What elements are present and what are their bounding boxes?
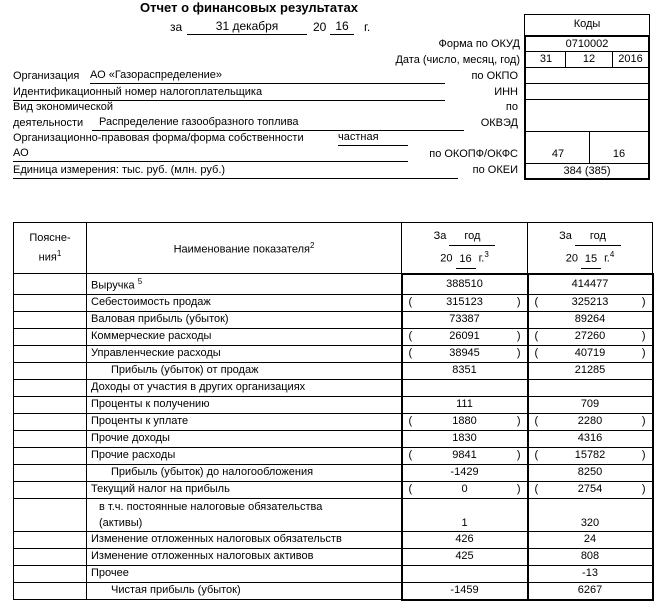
date-month: 12 [582,53,596,65]
value-2015 [528,481,653,498]
row-name-text: Проценты к получению [91,398,210,411]
note-cell [14,582,87,600]
col2-year-prefix: 20 [565,252,578,265]
cell-value: 89264 [574,313,606,326]
date-month-box [565,51,613,68]
okved-box [524,99,650,132]
col-note-header [14,223,87,274]
inn-label: Идентификационный номер налогоплательщика [13,86,445,101]
financial-results-table [13,222,654,601]
table-row [14,345,653,362]
col1-prefix: За [433,229,447,242]
table-row [14,413,653,430]
cell-value: 6267 [577,584,603,597]
close-paren: ) [516,414,521,427]
period-prefix: за [170,20,183,34]
org-label: Организация [13,70,80,82]
legal-form-value-2: АО [13,147,408,162]
okud-value: 0710002 [565,38,609,50]
col-year2-header [528,223,653,274]
okpo-label: по ОКПО [471,70,518,82]
value-2015 [528,328,653,345]
okved-label: ОКВЭД [480,117,518,129]
value-2016 [402,328,528,345]
note-cell [14,362,87,379]
value-2015 [528,379,653,396]
row-name-text: Прибыль (убыток) до налогообложения [111,466,314,479]
cell-value: 111 [456,398,473,411]
value-2016 [402,379,528,396]
cell-value: 26091 [449,330,480,343]
note-cell [14,531,87,548]
okfs-box [589,131,650,164]
cell-value: 1880 [452,415,477,428]
note-cell [14,311,87,328]
perm-tax-v2: 320 [580,516,600,529]
col-name-sup: 2 [309,240,315,250]
cell-value: 325213 [571,296,609,309]
cell-value: -1459 [450,584,479,597]
okved-prefix: по [505,101,518,113]
cell-value: 15782 [574,449,606,462]
row-name-text: Коммерческие расходы [91,330,212,343]
value-2015 [528,582,653,600]
close-paren: ) [516,329,521,342]
cell-value: 21285 [574,364,606,377]
okei-label: по ОКЕИ [472,164,518,176]
row-name-text: Чистая прибыль (убыток) [111,584,241,597]
value-2015 [528,430,653,447]
col2-year: 15 [581,250,601,269]
period-year: 16 [330,19,354,35]
col1-sup: 3 [484,249,489,259]
cell-value: 425 [455,550,474,563]
note-cell [14,548,87,565]
cell-value: -1429 [450,466,479,479]
note-cell [14,498,87,531]
date-year: 2016 [618,53,643,65]
open-paren: ( [534,482,539,495]
value-2016 [402,481,528,498]
note-cell [14,396,87,413]
value-2016 [402,447,528,464]
value-2016 [402,311,528,328]
value-2016 [402,294,528,311]
close-paren: ) [516,346,521,359]
cell-value: 808 [580,550,600,563]
value-2016 [402,413,528,430]
codes-title: Коды [573,18,601,30]
value-2015 [528,531,653,548]
perm-tax-line1: в т.ч. постоянные налоговые обязательства [99,500,323,513]
note-cell [14,345,87,362]
open-paren: ( [534,414,539,427]
period-date: 31 декабря [187,19,307,35]
table-row [14,311,653,328]
page-title: Отчет о финансовых результатах [140,0,358,15]
cell-value: 24 [583,533,597,546]
okopf-label: по ОКОПФ/ОКФС [429,148,518,160]
open-paren: ( [534,295,539,308]
value-2015 [528,294,653,311]
row-name-text: Валовая прибыль (убыток) [91,313,229,326]
row-name [87,311,402,328]
table-row [14,379,653,396]
codes-header [524,14,650,36]
col-note-sup: 1 [56,248,62,258]
close-paren: ) [641,346,646,359]
value-2016 [402,548,528,565]
row-name [87,531,402,548]
table-row [14,430,653,447]
row-name [87,430,402,447]
open-paren: ( [534,346,539,359]
value-2015 [528,274,653,295]
legal-form-label: Организационно-правовая форма/форма собственности [13,132,304,144]
value-2016 [402,362,528,379]
value-2015 [528,464,653,481]
cell-value: 0 [461,483,468,496]
perm-tax-line2: (активы) [99,516,143,529]
value-2015 [528,413,653,430]
okei-box [524,163,650,180]
unit-underline [13,163,458,179]
table-row [14,447,653,464]
note-cell [14,379,87,396]
row-name-text: Прочие доходы [91,432,170,445]
row-name [87,582,402,600]
value-2015 [528,498,653,531]
note-cell [14,430,87,447]
date-year-box [612,51,650,68]
cell-value: 8250 [577,466,603,479]
col1-year: 16 [456,250,476,269]
activity-label-2: деятельности [13,117,84,129]
table-row [14,548,653,565]
inn-box [524,83,650,100]
note-cell [14,294,87,311]
date-day: 31 [539,53,553,65]
table-row [14,464,653,481]
table-header-row [14,223,653,274]
table-row [14,396,653,413]
col1-word: год [449,227,495,246]
row-name [87,328,402,345]
cell-value: -13 [582,567,598,580]
cell-value: 388510 [446,277,483,290]
cell-value: 38945 [449,347,480,360]
value-2016 [402,274,528,295]
period-year-prefix: 20 [313,20,327,34]
cell-value: 315123 [446,296,483,309]
col-name-text: Наименование показателя [173,243,310,256]
date-label: Дата (число, месяц, год) [395,54,520,66]
okei-value: 384 (385) [563,165,611,177]
row-name [87,413,402,430]
col2-sup: 4 [609,249,615,259]
table-row [14,362,653,379]
close-paren: ) [641,295,646,308]
cell-value: 1830 [452,432,477,445]
value-2016 [402,345,528,362]
cell-value: 4316 [577,432,603,445]
note-cell [14,274,87,295]
row-name-text: Прочее [91,567,129,580]
open-paren: ( [408,346,413,359]
cell-value: 9841 [452,449,477,462]
close-paren: ) [641,329,646,342]
value-2016 [402,430,528,447]
value-2015 [528,565,653,582]
value-2016 [402,498,528,531]
value-2015 [528,311,653,328]
inn-code-label: ИНН [494,86,518,98]
row-name [87,396,402,413]
open-paren: ( [408,414,413,427]
table-row [14,565,653,582]
col2-word: год [575,227,621,246]
close-paren: ) [641,482,646,495]
cell-value: 27260 [574,330,606,343]
table-row [14,294,653,311]
open-paren: ( [408,448,413,461]
open-paren: ( [534,448,539,461]
open-paren: ( [408,482,413,495]
note-cell [14,328,87,345]
note-cell [14,565,87,582]
value-2016 [402,565,528,582]
row-name-text: Изменение отложенных налоговых обязательств [91,533,342,546]
date-day-box [524,51,566,68]
row-name-text: Прибыль (убыток) от продаж [111,364,259,377]
note-cell [14,481,87,498]
cell-value: 2280 [577,415,603,428]
activity-value [92,116,464,131]
row-name-text: Управленческие расходы [91,347,221,360]
col-name-header [87,223,402,274]
okopf-value: 47 [551,148,565,160]
table-row-perm-tax [14,498,653,531]
okpo-box [524,67,650,84]
row-name-text: Выручка [91,279,135,292]
cell-value: 40719 [574,347,606,360]
value-2016 [402,582,528,600]
col-note-text: Поясне-ния [29,231,71,264]
row-name [87,379,402,396]
okud-code-box [524,35,650,52]
legal-form-value: частная [338,131,408,146]
revenue-sup: 5 [137,277,143,286]
row-name-text: Проценты к уплате [91,415,189,428]
value-2015 [528,345,653,362]
col-year1-header [402,223,528,274]
table-row [14,481,653,498]
okopf-box [524,131,590,164]
col1-suffix: г. [478,252,485,265]
cell-value: 426 [455,533,474,546]
okfs-value: 16 [612,148,626,160]
activity-label-1: Вид экономической [13,101,114,113]
perm-tax-v1: 1 [461,516,468,529]
table-row [14,328,653,345]
row-name [87,447,402,464]
close-paren: ) [641,448,646,461]
row-name [87,565,402,582]
org-value: АО «Газораспределение» [90,69,445,84]
value-2016 [402,464,528,481]
value-2015 [528,447,653,464]
row-name-text: Себестоимость продаж [91,296,211,309]
close-paren: ) [516,295,521,308]
cell-value: 2754 [577,483,603,496]
row-name-text: Изменение отложенных налоговых активов [91,550,314,563]
cell-value: 73387 [449,313,480,326]
close-paren: ) [516,482,521,495]
row-name [87,498,402,531]
row-name [87,548,402,565]
row-name [87,362,402,379]
open-paren: ( [408,295,413,308]
table-row [14,582,653,600]
cell-value: 709 [580,398,600,411]
note-cell [14,447,87,464]
row-name-text: Доходы от участия в других организациях [91,381,306,394]
note-cell [14,413,87,430]
table-row [14,274,653,295]
row-name [87,274,402,295]
close-paren: ) [641,414,646,427]
col2-prefix: За [559,229,572,242]
row-name [87,345,402,362]
table-row [14,531,653,548]
row-name [87,481,402,498]
row-name [87,464,402,481]
row-name [87,294,402,311]
okud-label: Форма по ОКУД [438,38,520,50]
value-2016 [402,396,528,413]
period-suffix: г. [364,20,371,34]
activity-text: Распределение газообразного топлива [99,116,299,128]
value-2015 [528,548,653,565]
cell-value: 8351 [452,364,477,377]
row-name-text: Прочие расходы [91,449,176,462]
col1-year-prefix: 20 [440,252,453,265]
value-2015 [528,362,653,379]
open-paren: ( [534,329,539,342]
value-2015 [528,396,653,413]
close-paren: ) [516,448,521,461]
cell-value: 414477 [571,277,609,290]
unit-label: Единица измерения: тыс. руб. (млн. руб.) [13,164,226,176]
open-paren: ( [408,329,413,342]
col2-suffix: г. [604,252,610,265]
row-name-text: Текущий налог на прибыль [91,483,230,496]
value-2016 [402,531,528,548]
note-cell [14,464,87,481]
